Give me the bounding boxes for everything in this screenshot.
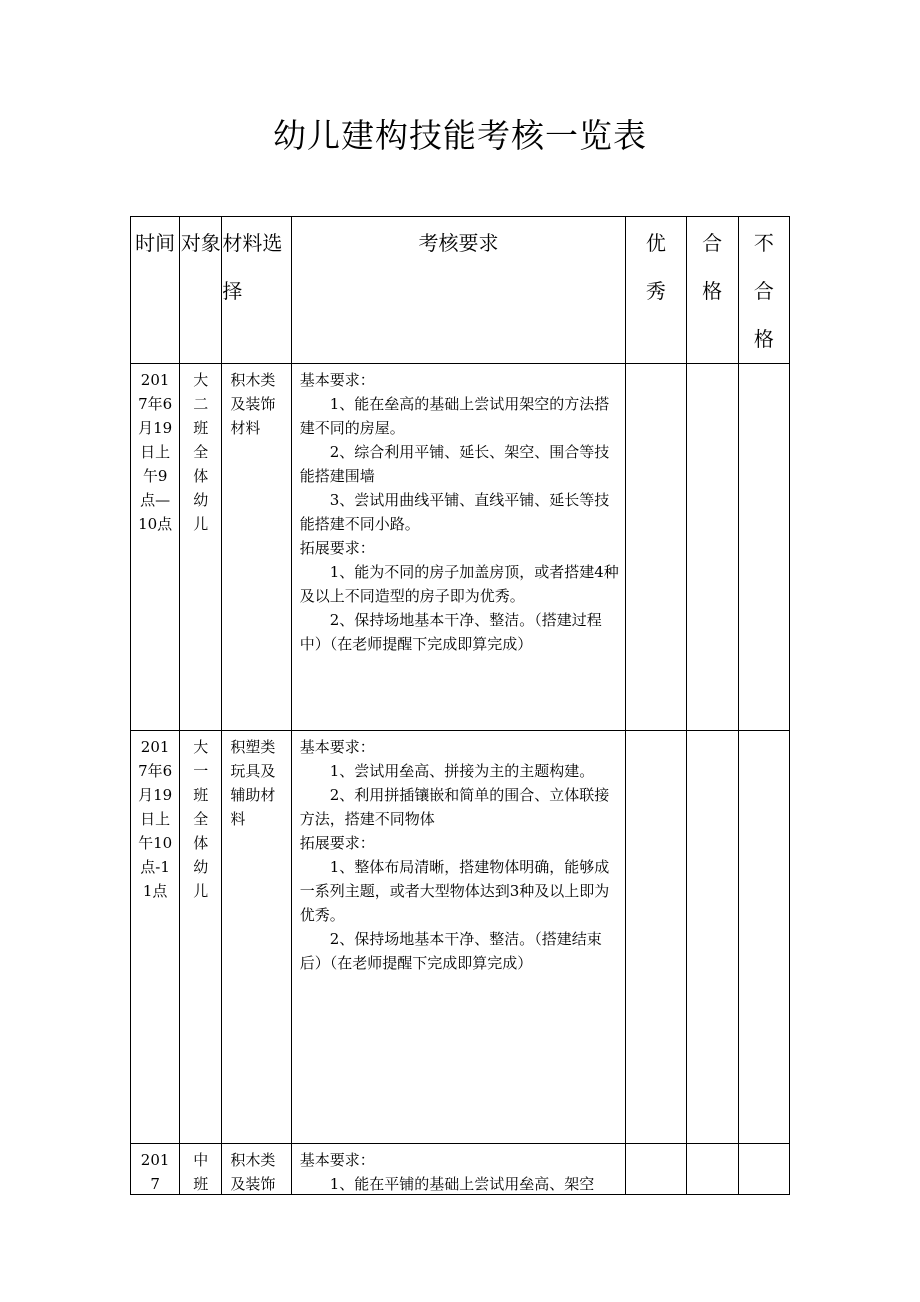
assessment-table [130, 216, 790, 1195]
excellent-cell[interactable] [626, 1144, 686, 1195]
row-time: 2017年6月19日上午9点—10点 [131, 364, 180, 731]
fail-cell[interactable] [738, 364, 789, 731]
requirement-line: 2、综合利用平铺、延长、架空、围合等技能搭建围墙 [299, 443, 610, 485]
row-target: 大一班全体幼儿 [180, 731, 222, 1144]
requirement-line: 2、保持场地基本干净、整洁。（搭建过程中）（在老师提醒下完成即算完成） [299, 611, 602, 653]
table-header-row [131, 217, 790, 364]
row-material [222, 1144, 291, 1195]
header-material: 材料选择 [222, 217, 291, 364]
page-title: 幼儿建构技能考核一览表 [273, 116, 647, 155]
table-row [131, 1144, 790, 1195]
requirement-line: 2、利用拼插镶嵌和简单的围合、立体联接方法，搭建不同物体 [299, 786, 610, 828]
requirements-clip [300, 1148, 620, 1194]
requirement-line: 1、尝试用垒高、拼接为主的主题构建。 [329, 762, 595, 780]
header-requirements: 考核要求 [291, 217, 626, 364]
pass-cell[interactable] [686, 1144, 738, 1195]
header-fail: 不合格 [738, 217, 789, 364]
requirement-line: 基本要求： [299, 371, 375, 389]
requirement-line: 拓展要求： [299, 834, 375, 852]
requirement-line: 3、尝试用曲线平铺、直线平铺、延长等技能搭建不同小路。 [299, 491, 610, 533]
excellent-cell[interactable] [626, 364, 686, 731]
row-requirements [291, 731, 626, 1144]
requirement-line: 1、能在垒高的基础上尝试用架空的方法搭建不同的房屋。 [299, 395, 610, 437]
table-row [131, 731, 790, 1144]
fail-cell[interactable] [738, 731, 789, 1144]
pass-cell[interactable] [686, 731, 738, 1144]
row-material-text: 积木类及装饰 [230, 1151, 276, 1193]
header-target: 对象 [180, 217, 222, 364]
requirement-line: 基本要求： [299, 1151, 375, 1169]
header-time: 时间 [131, 217, 180, 364]
header-excellent: 优秀 [626, 217, 686, 364]
row-target: 大二班全体幼儿 [180, 364, 222, 731]
excellent-cell[interactable] [626, 731, 686, 1144]
requirement-line: 1、能为不同的房子加盖房顶，或者搭建4种及以上不同造型的房子即为优秀。 [299, 563, 619, 605]
header-pass: 合格 [686, 217, 738, 364]
row-time [131, 1144, 180, 1195]
pass-cell[interactable] [686, 364, 738, 731]
row-requirements [291, 364, 626, 731]
requirement-line: 1、整体布局清晰，搭建物体明确，能够成一系列主题，或者大型物体达到3种及以上即为优秀。 [299, 858, 610, 924]
row-time-text: 2017 [140, 1151, 170, 1193]
row-target-text: 中班 [193, 1151, 209, 1193]
fail-cell[interactable] [738, 1144, 789, 1195]
requirement-line: 1、能在平铺的基础上尝试用垒高、架空 [329, 1175, 595, 1193]
requirement-line: 2、保持场地基本干净、整洁。（搭建结束后）（在老师提醒下完成即算完成） [299, 930, 602, 972]
row-target [180, 1144, 222, 1195]
requirement-line: 基本要求： [299, 738, 375, 756]
row-requirements [291, 1144, 626, 1195]
row-material: 积塑类玩具及辅助材料 [222, 731, 291, 1144]
row-time: 2017年6月19日上午10点-11点 [131, 731, 180, 1144]
row-material: 积木类及装饰材料 [222, 364, 291, 731]
table-row [131, 364, 790, 731]
requirement-line: 拓展要求： [299, 539, 375, 557]
